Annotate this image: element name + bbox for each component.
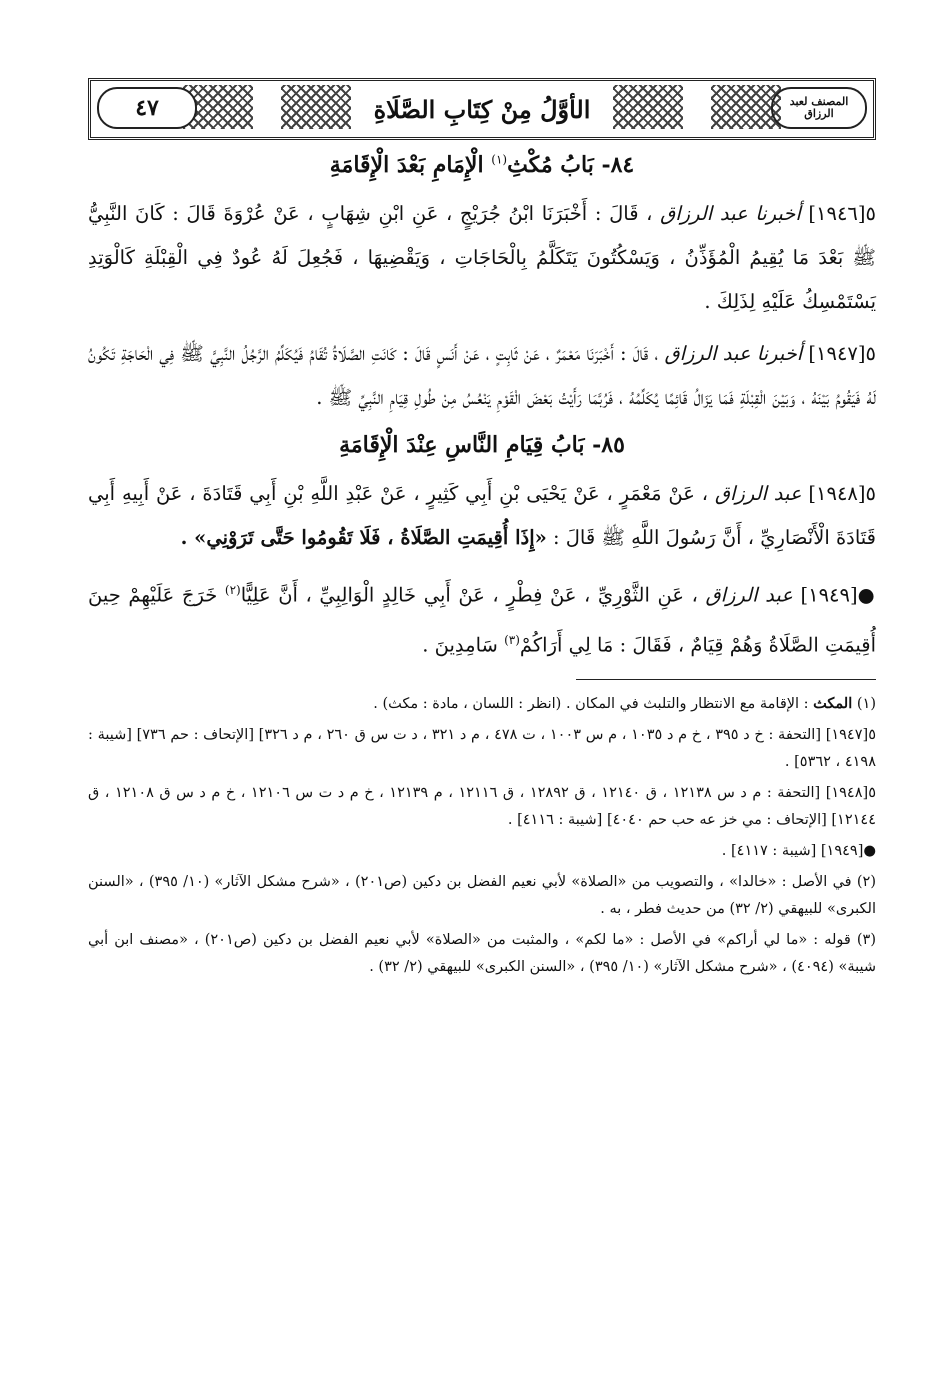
hadith-marker: ٥ [865, 342, 877, 365]
hadith-marker: ٥ [865, 202, 877, 225]
footnote [88, 690, 876, 718]
hadith-1946 [88, 192, 876, 324]
chapter-heading-85 [88, 432, 876, 458]
chapter-heading-rest: الْإِمَامِ بَعْدَ الْإِقَامَةِ [329, 152, 492, 178]
hadith-1948 [88, 472, 876, 560]
footnote [88, 927, 876, 981]
hadith-source: عبد الرزاق [714, 482, 802, 505]
footnote-text: : الإقامة مع الانتظار والتلبث في المكان . (انظر : اللسان ، مادة : مكث) . [373, 696, 814, 712]
hadith-1947 [88, 332, 876, 420]
page [88, 78, 876, 985]
hadith-text: سَامِدِينَ . [422, 633, 505, 656]
ornament [613, 85, 683, 129]
hadith-number: [١٩٤٩] [800, 583, 858, 607]
footnote-ref: (٣) [504, 632, 520, 647]
ornament [281, 85, 351, 129]
ornament [711, 85, 781, 129]
footnote [88, 838, 876, 865]
hadith-text: ، عَنِ الثَّوْرِيِّ ، عَنْ فِطْرٍ ، عَنْ أَبِي خَالِدٍ الْوَالِبِيِّ ، أَنَّ عَلِيًّا [240, 583, 698, 607]
footnote-lead: ٥[١٩٤٧] [821, 727, 876, 743]
footnote-ref: (١) [491, 152, 508, 167]
hadith-quote: «إِذَا أُقِيمَتِ الصَّلَاةُ ، فَلَا تَقُومُوا حَتَّى تَرَوْنِي» . [180, 526, 547, 549]
hadith-number: [١٩٤٨] [808, 482, 866, 505]
page-number: ٤٧ [97, 87, 197, 129]
footnote-text: قوله : «ما لي أراكم» في الأصل : «ما لكم» ، والمثبت من «الصلاة» لأبي نعيم الفضل بن دكين (ص٢٠١) ، «مصنف ابن أبي شيبة» (٤٠٩٤) ، «شرح مشكل الآثار» (١٠/ ٣٩٥) ، «السنن الكبرى» للبيهقي (٢/ ٣٢) . [88, 932, 876, 975]
page-title: الأوَّلُ مِنْ كِتَابِ الصَّلَاةِ [373, 94, 591, 124]
footnote-lead: ٥[١٩٤٨] [820, 785, 876, 801]
hadith-marker: ● [857, 583, 877, 607]
footnote-term: المكث [813, 695, 853, 712]
hadith-1949 [88, 568, 876, 667]
hadith-marker: ٥ [865, 482, 876, 505]
footnote-divider [576, 679, 876, 680]
footnote-text: [التحفة : خ د ٣٩٥ ، خ م د ١٠٣٥ ، م س ١٠٠٣ ، ت ٤٧٨ ، م د ٣٢١ ، د ت س ق ٢٦٠ ، م د ٣٢٦] [الإتحاف : حم ٧٣٦] [شيبة : ٤١٩٨ ، ٥٣٦٢] . [88, 727, 876, 770]
footnote-ref: (٢) [224, 583, 241, 597]
footnote-text: في الأصل : «خالدا» ، والتصويب من «الصلاة» لأبي نعيم الفضل بن دكين (ص٢٠١) ، «شرح مشكل الآثار» (١٠/ ٣٩٥) ، «السنن الكبرى» للبيهقي (٢/ ٣٢) من حديث فطر ، به . [88, 874, 876, 917]
footnote [88, 869, 876, 923]
chapter-heading-text: ٨٤- بَابُ مُكْثِ [507, 152, 635, 178]
footnote [88, 780, 876, 834]
hadith-number: [١٩٤٦] [808, 202, 866, 225]
chapter-heading-84 [88, 152, 876, 178]
footnote-text: [التحفة : م د س ١٢١٣٨ ، ق ١٢١٤٠ ، ق ١٢٨٩٢ ، ق ١٢١١٦ ، م ١٢١٣٩ ، خ م د ت س ١٢١٠٦ ، خ م د س ق ١٢١٠٨ ، ق ١٢١٤٤] [الإتحاف : مي خز عه حب حم ٤٠٤٠] [شيبة : ٤١١٦] . [88, 785, 876, 828]
hadith-text: ، قَالَ : أَخْبَرَنَا مَعْمَرٌ ، عَنْ ثَابِتٍ ، عَنْ أَنَسٍ قَالَ : كَانَتِ الصَّلَاةُ تُقَامُ فَيُكَلِّمُ الرَّجُلُ النَّبِيَّ ﷺ فِي الْحَاجَةِ تَكُونُ لَهُ فَيَقُومُ بَيْنَهُ ، وَبَيْنَ الْقِبْلَةِ فَمَا يَزَالُ قَائِمًا يُكَلِّمُهُ ، فَرُبَّمَا رَأَيْتُ بَعْضَ الْقَوْمِ يَنْعُسُ مِنْ طُولِ قِيَامِ النَّبِيِّ ﷺ . [88, 342, 876, 409]
hadith-source: أخبرنا عبد الرزاق [660, 202, 801, 225]
chapter-heading-text: ٨٥- بَابُ قِيَامِ النَّاسِ عِنْدَ الْإِقَامَةِ [339, 432, 625, 458]
hadith-source: أخبرنا عبد الرزاق [664, 342, 803, 365]
hadith-text: خَرَجَ عَلَيْهِمْ حِينَ أُقِيمَتِ الصَّلَاةُ وَهُمْ قِيَامٌ ، فَقَالَ : مَا لِي أَرَاكُمْ [88, 583, 876, 656]
hadith-number: [١٩٤٧] [808, 342, 866, 365]
footnote-lead: (٣) [850, 932, 876, 948]
footnote-lead: (٢) [851, 874, 876, 890]
hadith-source: عبد الرزاق [705, 583, 793, 607]
page-header [88, 78, 876, 140]
footnote-text: [شيبة : ٤١١٧] . [721, 843, 817, 859]
footnote-lead: (١) [852, 696, 876, 712]
hadith-text: ، قَالَ : أَخْبَرَنَا ابْنُ جُرَيْجٍ ، عَنِ ابْنِ شِهَابٍ ، عَنْ عُرْوَةَ قَالَ : كَانَ النَّبِيُّ ﷺ بَعْدَ مَا يُقِيمُ الْمُؤَذِّنُ ، وَيَسْكُتُونَ يَتَكَلَّمُ بِالْحَاجَاتِ ، وَيَقْضِيهَا ، فَجُعِلَ لَهُ عُودٌ فِي الْقِبْلَةِ كَالْوَتِدِ يَسْتَمْسِكُ عَلَيْهِ لِذَلِكَ . [88, 202, 876, 313]
hadith-text: ، عَنْ مَعْمَرٍ ، عَنْ يَحْيَى بْنِ أَبِي كَثِيرٍ ، عَنْ عَبْدِ اللَّهِ بْنِ أَبِي قَتَادَةَ ، عَنْ أَبِيهِ أَبِي قَتَادَةَ الْأَنْصَارِيِّ ، أَنَّ رَسُولَ اللَّهِ ﷺ قَالَ : [88, 482, 876, 549]
book-emblem: المصنف لعبد الرزاق [771, 87, 867, 129]
footnote-lead: ●[١٩٤٩] [816, 843, 876, 859]
footnote [88, 722, 876, 776]
